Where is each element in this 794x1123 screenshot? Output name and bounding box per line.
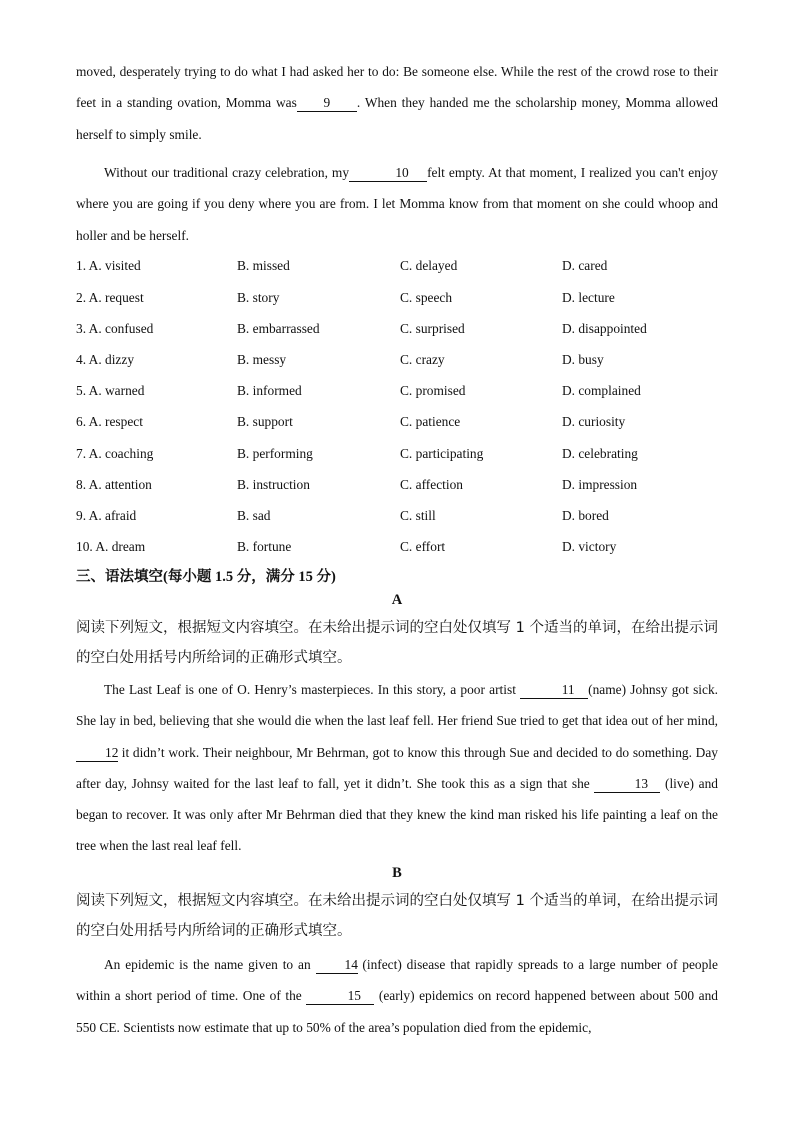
option-d: D. victory (562, 539, 617, 554)
option-c: C. effort (400, 539, 446, 554)
part-b-passage (76, 949, 718, 1043)
option-b: B. support (237, 414, 293, 429)
part-a-heading: A (391, 592, 403, 608)
option-c: C. crazy (400, 352, 445, 367)
option-d: D. impression (562, 477, 638, 492)
section-title: 三、语法填空(每小题 1.5 分，满分 15 分) (76, 569, 336, 585)
option-row-1 (76, 258, 718, 278)
option-row-6 (76, 414, 718, 434)
option-row-3 (76, 321, 718, 341)
option-c: C. patience (400, 414, 461, 429)
blank-14: 14 (316, 957, 358, 974)
blank-9: 9 (297, 95, 357, 112)
option-b: B. informed (237, 383, 302, 398)
option-b: B. story (237, 290, 280, 305)
passage-paragraph-2 (76, 157, 718, 251)
option-b: B. missed (237, 258, 290, 273)
passage-text: . When they handed me the scholarship money, Momma allowed herself to simply smile. (76, 95, 718, 142)
option-c: C. delayed (400, 258, 458, 273)
blank-11: 11 (520, 682, 588, 699)
option-a: 5. A. warned (76, 383, 145, 398)
passage-text: (live) and began to recover. It was only after Mr Behrman died that they knew the kind man risked his life painting a leaf on the tree when the last real leaf fell. (76, 775, 718, 854)
option-d: D. cared (562, 258, 608, 273)
option-a: 10. A. dream (76, 539, 146, 554)
option-row-8 (76, 477, 718, 497)
passage-text: The Last Leaf is one of O. Henry’s masterpieces. In this story, a poor artist (104, 682, 516, 697)
option-row-5 (76, 383, 718, 403)
passage-paragraph-1 (76, 56, 718, 150)
option-row-10 (76, 539, 718, 559)
passage-text: (early) epidemics on record happened between about 500 and 550 CE. Scientists now estimate that up to 50% of the area’s population died from the epidemic, (76, 988, 718, 1035)
part-b-heading: B (392, 865, 402, 881)
option-a: 8. A. attention (76, 477, 152, 492)
option-c: C. speech (400, 290, 453, 305)
option-d: D. busy (562, 352, 604, 367)
option-row-9 (76, 508, 718, 528)
passage-text: moved, desperately trying to do what I had asked her to do: Be someone else. While the rest of the crowd rose to their feet in a standing ovation, Momma was (76, 64, 718, 111)
option-b: B. sad (237, 508, 271, 523)
option-d: D. complained (562, 383, 641, 398)
option-a: 1. A. visited (76, 258, 141, 273)
option-b: B. performing (237, 446, 313, 461)
blank-15: 15 (306, 988, 374, 1005)
option-row-7 (76, 446, 718, 466)
passage-text: (name) Johnsy got sick. She lay in bed, believing that she would die when the last leaf fell. Her friend Sue tried to get that idea out of her mind, (76, 682, 718, 729)
option-b: B. instruction (237, 477, 310, 492)
passage-text: An epidemic is the name given to an (104, 957, 311, 972)
part-a-passage (76, 674, 718, 862)
option-row-2 (76, 290, 718, 310)
blank-10: 10 (349, 165, 427, 182)
option-c: C. promised (400, 383, 466, 398)
part-b-instructions: 阅读下列短文，根据短文内容填空。在未给出提示词的空白处仅填写 1 个适当的单词，在给出提示词的空白处用括号内所给词的正确形式填空。 (76, 893, 718, 939)
passage-text: Without our traditional crazy celebration, my (104, 165, 350, 180)
option-c: C. surprised (400, 321, 465, 336)
option-b: B. embarrassed (237, 321, 320, 336)
passage-text: it didn’t work. Their neighbour, Mr Behrman, got to know this through Sue and decided to do something. Day after day, Johnsy waited for the last leaf to fall, yet it didn’t. She took this as a sign that she (76, 744, 718, 791)
option-a: 4. A. dizzy (76, 352, 135, 367)
option-b: B. fortune (237, 539, 292, 554)
option-d: D. lecture (562, 290, 615, 305)
option-a: 6. A. respect (76, 414, 143, 429)
option-d: D. celebrating (562, 446, 638, 461)
option-d: D. curiosity (562, 414, 626, 429)
option-c: C. affection (400, 477, 463, 492)
passage-text: (infect) disease that rapidly spreads to a large number of people within a short period of time. One of the (76, 957, 718, 1004)
option-a: 9. A. afraid (76, 508, 137, 523)
option-c: C. still (400, 508, 436, 523)
passage-text: felt empty. At that moment, I realized you can't enjoy where you are going if you deny where you are from. I let Momma know from that moment on she could whoop and holler and be herself. (76, 165, 719, 243)
blank-13: 13 (594, 776, 660, 793)
option-a: 2. A. request (76, 290, 144, 305)
option-c: C. participating (400, 446, 484, 461)
option-b: B. messy (237, 352, 287, 367)
option-d: D. bored (562, 508, 609, 523)
option-d: D. disappointed (562, 321, 647, 336)
blank-12: 12 (76, 745, 118, 762)
option-a: 3. A. confused (76, 321, 154, 336)
part-a-instructions: 阅读下列短文，根据短文内容填空。在未给出提示词的空白处仅填写 1 个适当的单词，在给出提示词的空白处用括号内所给词的正确形式填空。 (76, 620, 718, 666)
option-a: 7. A. coaching (76, 446, 154, 461)
option-row-4 (76, 352, 718, 372)
